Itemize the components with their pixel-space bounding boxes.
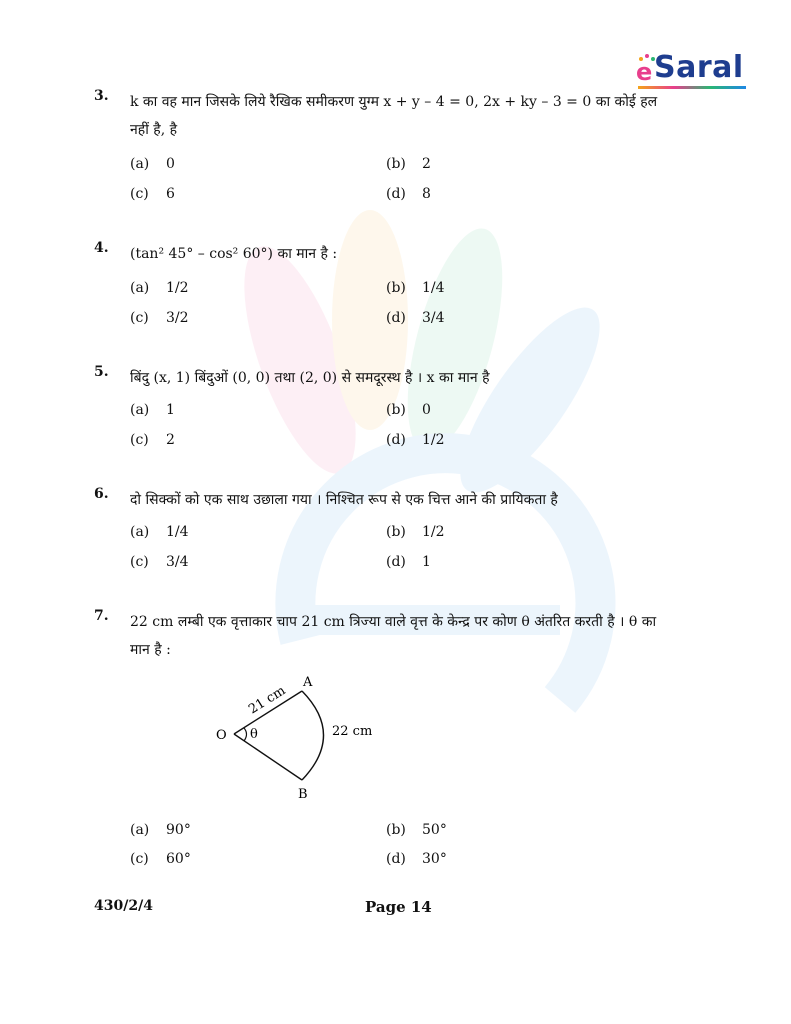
question-line-1: k का वह मान जिसके लिये रैखिक समीकरण युग्म x + y – 4 = 0, 2x + ky – 3 = 0 का कोई हल [130, 94, 658, 110]
question-line-2: नहीं है, है [130, 122, 178, 138]
question-text [130, 88, 690, 144]
point-b-label: B [298, 787, 308, 802]
arc-length-label: 22 cm [332, 724, 373, 739]
radius-label: 21 cm [246, 683, 289, 718]
angle-theta-label: θ [250, 727, 258, 742]
option-b: (b) 2 [386, 156, 431, 172]
point-a-label: A [303, 675, 313, 690]
question-text [130, 608, 690, 664]
sector-diagram [210, 672, 390, 802]
option-d: (d) 30° [386, 851, 447, 867]
question-line-1: बिंदु (x, 1) बिंदुओं (0, 0) तथा (2, 0) से समदूरस्थ है । x का मान है [130, 370, 490, 386]
page-number: Page 14 [365, 898, 432, 916]
question-text [130, 240, 690, 268]
option-d: (d) 1/2 [386, 432, 445, 448]
angle-arc [244, 728, 247, 741]
option-d: (d) 8 [386, 186, 431, 202]
question-number: 5. [94, 364, 109, 380]
question-number: 6. [94, 486, 109, 502]
option-a: (a) 1/4 [130, 524, 189, 540]
option-b: (b) 1/2 [386, 524, 445, 540]
logo-e: e [636, 58, 653, 86]
option-c: (c) 3/2 [130, 310, 189, 326]
question-number: 4. [94, 240, 109, 256]
question-line-1: 22 cm लम्बी एक वृत्ताकार चाप 21 cm त्रिज्या वाले वृत्त के केन्द्र पर कोण θ अंतरित करती है । θ का [130, 614, 657, 630]
logo-text: Saral [654, 50, 744, 85]
option-a: (a) 90° [130, 822, 191, 838]
option-b: (b) 50° [386, 822, 447, 838]
arc-ab [302, 691, 324, 780]
question-line-2: मान है : [130, 642, 171, 658]
paper-code: 430/2/4 [94, 898, 153, 914]
question-number: 7. [94, 608, 109, 624]
option-c: (c) 2 [130, 432, 175, 448]
option-a: (a) 1 [130, 402, 175, 418]
question-line-1: (tan² 45° – cos² 60°) का मान है : [130, 246, 338, 262]
option-b: (b) 1/4 [386, 280, 445, 296]
option-c: (c) 6 [130, 186, 175, 202]
option-d: (d) 1 [386, 554, 431, 570]
option-d: (d) 3/4 [386, 310, 445, 326]
question-line-1: दो सिक्कों को एक साथ उछाला गया । निश्चित रूप से एक चित्त आने की प्रायिकता है [130, 492, 558, 508]
option-c: (c) 3/4 [130, 554, 189, 570]
option-b: (b) 0 [386, 402, 431, 418]
question-text [130, 486, 690, 514]
point-o-label: O [216, 728, 227, 743]
question-text [130, 364, 690, 392]
question-number: 3. [94, 88, 109, 104]
option-a: (a) 0 [130, 156, 175, 172]
option-a: (a) 1/2 [130, 280, 189, 296]
option-c: (c) 60° [130, 851, 191, 867]
